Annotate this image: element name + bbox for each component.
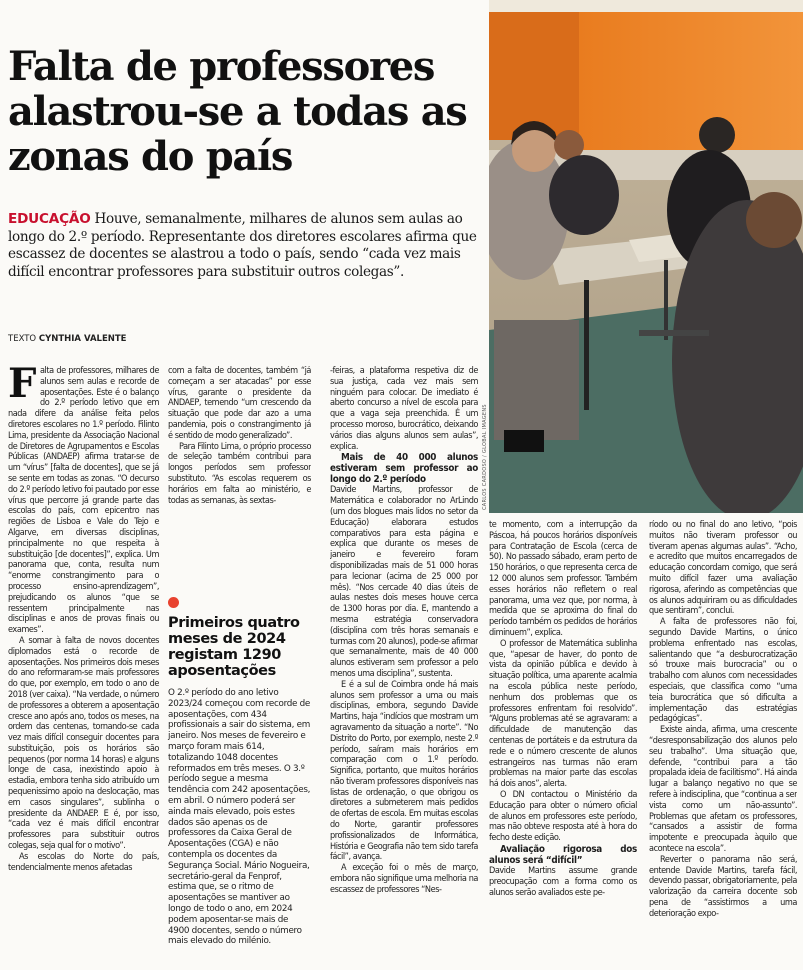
article-column-4 — [489, 520, 637, 970]
col5-paragraph-3: Existe ainda, afirma, uma crescente “desresponsabilização dos alunos pelo seu trabalho”. Uma situação que, defende, “contribui para a tão propalada ideia de facilitismo”. Há ainda lugar a balanço negativo no que se refere à indisciplina, que “continua a ser vista como um não-assunto”. Problemas que afetam os professores, “cansados a assistir de forma impotente e preocupada àquilo que acontece na escola”. — [649, 725, 797, 854]
col1-paragraph-1: alta de professores, milhares de alunos sem aulas e recorde de aposentações. Este é o balanço do 2.º período letivo que em nada difere da análise feita pelos diretores escolares no 1.º período. Filinto Lima, presidente da Associação Nacional de Diretores de Agrupamentos e Escolas Públicas (ANDAEP) afirma tratar-se de um “vírus” [falta de docentes], que se já se sente em todas as zonas. “O decurso do 2.º período letivo foi pautado por esse vírus que percorre já grande parte das escolas do país, com epicentro nas regiões de Lisboa e Vale do Tejo e Algarve, em diversas disciplinas, principalmente no que respeita à substituição [de docentes]”, explica. Um panorama que, conta, resulta num “enorme constrangimento para o processo ensino-aprendizagem”, prejudicando os alunos “que se ressentem principalmente nas disciplinas e anos de provas finais ou exames”. — [8, 366, 159, 636]
article-column-5 — [649, 520, 797, 970]
col4-subheading: Avaliação rigorosa dos alunos será “difícil” — [489, 843, 637, 866]
byline-prefix: TEXTO — [8, 334, 37, 344]
col3-paragraph-1: -feiras, a plataforma respetiva diz de sua justiça, cada vez mais sem ninguém para colocar. De imediato é aberto concurso a nível de escola para que a vaga seja preenchida. É um processo moroso, burocrático, deixando vários dias alguns alunos sem aulas”, explica. — [330, 366, 478, 452]
bullet-dot-icon — [168, 597, 179, 608]
box-body: O 2.º período do ano letivo 2023/24 começou com recorde de aposentações, com 434 profissionais a sair do sistema, em janeiro. Nos meses de fevereiro e março foram mais 614, totalizando 1048 docentes reformados em três meses. O 3.º período segue a mesma tendência com 242 aposentações, em abril. O número poderá ser ainda mais elevado, pois estes dados são apenas os de professores da Caixa Geral de Aposentações (CGA) e não contempla os docentes da Segurança Social. Mário Nogueira, secretário-geral da Fenprof, estima que, se o ritmo de aposentações se mantiver ao longo de todo o ano, em 2024 podem aposentar-se mais de 4900 docentes, sendo o número mais elevado do milénio. — [168, 688, 311, 947]
col5-paragraph-4: Reverter o panorama não será, entende Davide Martins, tarefa fácil, devendo passar, obrigatoriamente, pela valorização da carreira docente sob pena de “assistirmos a uma deterioração expo- — [649, 854, 797, 919]
col4-paragraph-3: O DN contactou o Ministério da Educação para obter o número oficial de alunos em professores este período, mas não obteve resposta até à hora do fecho deste edição. — [489, 789, 637, 844]
col2-paragraph-1: com a falta de docentes, também “já começam a ser atacadas” por esse vírus, garante o presidente da ANDAEP, temendo “um crescendo da situação que pode dar azo a uma pandemia, pois o constrangimento já é sentido de modo generalizado”. — [168, 366, 311, 441]
col3-paragraph-2: Davide Martins, professor de Matemática e colaborador no ArLindo (um dos blogues mais lidos no setor da Educação) elaborara estudos comparativos para esta página e explica que durante os meses de janeiro e fevereiro foram disponibilizadas mais de 51 000 horas para lecionar (acima de 25 000 por mês). “Nos cercade 40 dias úteis de aulas nestes dois meses houve cerca de 1300 horas por dia. E, mantendo a mesma estratégia conservadora (disciplina com três horas semanais e turmas com 20 alunos), pode-se afirmar que semanalmente, mais de 40 000 alunos estiveram sem professor a pelo menos uma disciplina”, sustenta. — [330, 485, 478, 679]
col4-paragraph-4: Davide Martins assume grande preocupação com a forma como os alunos serão avaliados este pe- — [489, 865, 637, 898]
col1-paragraph-3: As escolas do Norte do país, tendencialmente menos afetadas — [8, 851, 159, 873]
retirements-box — [168, 597, 311, 967]
col3-paragraph-3: E é a sul de Coimbra onde há mais alunos sem professor a uma ou mais disciplinas, embora, segundo Davide Martins, haja “indícios que mostram um agravamento da situação a norte”. “No Distrito do Porto, por exemplo, neste 2.º período, saíram mais horários em comparação com o 1.º período. Significa, portanto, que muitos horários não tiveram professores disponíveis nas listas de ordenação, o que obrigou os diretores a submeterem mais pedidos de ofertas de escola. Em muitas escolas do Norte, garantir professores profissionalizados de Informática, História e Geografia não tem sido tarefa fácil”, avança. — [330, 679, 478, 863]
col1-paragraph-2: A somar à falta de novos docentes diplomados está o recorde de aposentações. Nos primeiros dois meses do ano reformaram-se mais professores do que, por exemplo, em todo o ano de 2018 (ver caixa). “Na verdade, o número de professores a obterem a aposentação cresce ano após ano, todos os meses, na ordem das centenas, tornando-se cada vez mais difícil conseguir docentes para substituição, pois os horários são pequenos (por norma 14 horas) e alguns longe de casa, inexistindo apoio à estadia, embora tenha sido atribuído um pequenissimo apoio na deslocação, mas em casos singulares”, sublinha o presidente da ANDAEP. E é, por isso, “cada vez é mais difícil encontrar professores para substituir outros colegas, seja qual for o motivo”. — [8, 635, 159, 852]
article-column-3 — [330, 366, 478, 970]
col4-paragraph-2: O professor de Matemática sublinha que, “apesar de haver, do ponto de vista da opinião pública e devido à situação política, uma aparente acalmia na escola pública neste período, nenhum dos problemas que os professores enfrentam foi resolvido”. “Alguns problemas até se agravaram: a dificuldade de manutenção das centenas de portáteis e da estrutura da rede e o número crescente de alunos estrangeiros nas turmas não eram problemas na maior parte das escolas há dois anos”, alerta. — [489, 638, 637, 790]
col3-paragraph-4: A exceção foi o mês de março, embora não signifique uma melhoria na escassez de professores “Nes- — [330, 863, 478, 895]
section-label: EDUCAÇÃO — [8, 211, 91, 227]
dropcap: F — [8, 366, 36, 407]
col3-subheading: Mais de 40 000 alunos estiveram sem professor ao longo do 2.º período — [330, 452, 478, 486]
lead-text: Houve, semanalmente, milhares de alunos sem aulas ao longo do 2.º período. Representante dos diretores escolares afirma que escassez de docentes se alastrou a todo o país, sendo “cada vez mais difícil encontrar professores para substituir outros colegas”. — [8, 211, 477, 280]
byline-author: CYNTHIA VALENTE — [38, 334, 127, 344]
col2-paragraph-2: Para Filinto Lima, o próprio processo de seleção também contribui para longos períodos sem professor substituto. “As escolas requerem os horários em falta ao ministério, e todas as semanas, às sextas- — [168, 441, 311, 506]
box-title: Primeiros quatro meses de 2024 registam 1290 aposentações — [168, 615, 300, 679]
headline: Falta de professores alastrou-se a todas as zonas do país — [8, 43, 467, 180]
col5-paragraph-2: A falta de professores não foi, segundo Davide Martins, o único problema enfrentado nas escolas, salientando que “a desburocratização só trouxe mais burocracia” ou o trabalho com alunos com necessidades especiais, que classifica como “uma teia burocrática que só dificulta a implementação das estratégias pedagógicas”. — [649, 617, 797, 725]
article-column-2 — [168, 366, 311, 594]
lead-paragraph — [8, 211, 486, 281]
classroom-photo — [489, 0, 803, 513]
col4-paragraph-1: te momento, com a interrupção da Páscoa, há poucos horários disponíveis para Contratação de Escola (cerca de 50). No passado sábado, eram perto de 150 horários, o que representa cerca de 12 000 alunos sem professor. Também esses horários não refletem o real panorama, uma vez que, por norma, à medida que se aproxima do final do período também os pedidos de horários diminuem”, explica. — [489, 520, 637, 638]
byline — [8, 334, 126, 344]
article-column-1 — [8, 366, 159, 970]
photo-credit: CARLOS CARDOSO / GLOBAL IMAGENS — [482, 404, 488, 510]
col5-paragraph-1: ríodo ou no final do ano letivo, “pois muitos não tiveram professor ou tiveram apenas algumas aulas”. “Acho, e acredito que muitos encarregados de educação concordam comigo, que será muito difícil fazer uma avaliação rigorosa, aferindo as competências que os alunos adquiriram ou as dificuldades que sentiram”, conclui. — [649, 520, 797, 617]
